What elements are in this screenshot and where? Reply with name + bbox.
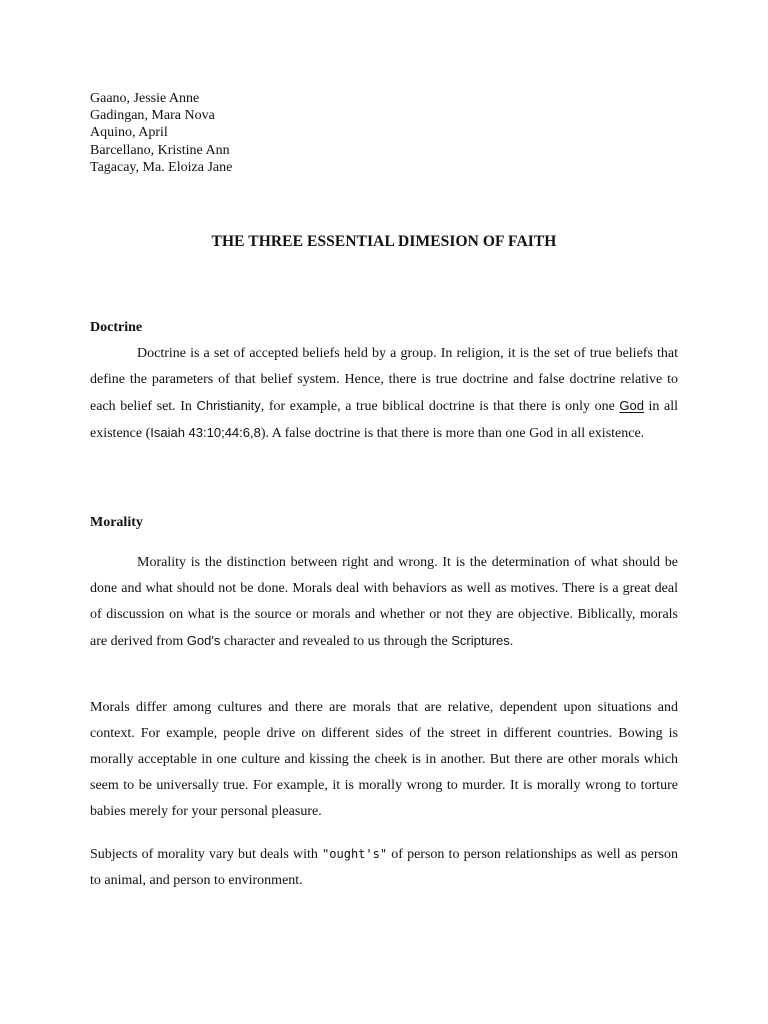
doctrine-text: ). A false doctrine is that there is more than one God in all existence. xyxy=(260,426,645,441)
doctrine-text: in all existence ( xyxy=(90,399,678,441)
morality-paragraph-subjects xyxy=(90,841,678,894)
isaiah-reference-link[interactable]: Isaiah 43:10;44:6,8 xyxy=(150,425,261,440)
morality-paragraph-cultures: Morals differ among cultures and there are morals that are relative, dependent upon situations and context. For example, people drive on different sides of the street in different countries. Bowing is morally acceptable in one culture and kissing the cheek is in another. But there are other morals which seem to be universally true. For example, it is morally wrong to murder. It is morally wrong to torture babies merely for your personal pleasure. xyxy=(90,700,678,819)
god-link[interactable]: God xyxy=(619,398,644,413)
doctrine-paragraph xyxy=(90,341,678,447)
morality-text: of person to person relationships as well as person to animal, and person to environment. xyxy=(90,847,678,888)
morality-text: character and revealed to us through the xyxy=(220,634,452,649)
author-name: Gaano, Jessie Anne xyxy=(90,91,200,106)
author-list xyxy=(90,90,232,176)
document-title: THE THREE ESSENTIAL DIMESION OF FAITH xyxy=(211,233,557,250)
morality-text: . xyxy=(509,634,514,649)
scriptures-link[interactable]: Scriptures xyxy=(451,633,510,648)
gods-link[interactable]: God's xyxy=(186,633,221,648)
christianity-link[interactable]: Christianity xyxy=(196,398,261,413)
author-name: Barcellano, Kristine Ann xyxy=(90,142,230,158)
author-name: Tagacay, Ma. Eloiza Jane xyxy=(90,159,233,175)
author-name: Aquino, April xyxy=(90,125,168,141)
oughts-quote: "ought's" xyxy=(322,847,388,861)
morality-text: Morality is the distinction between right and wrong. It is the determination of what should be done and what should not be done. Morals deal with behaviors as well as motives. There is a great deal of discussion on what is the source or morals and whether or not they are objective. Biblically, morals are derived from xyxy=(90,555,678,649)
morality-heading: Morality xyxy=(90,515,143,530)
doctrine-text: Doctrine is a set of accepted beliefs held by a group. In religion, it is the set of true beliefs that define the parameters of that belief system. Hence, there is true doctrine and false doctrine relative to each belief set. In xyxy=(90,346,678,414)
morality-paragraph xyxy=(90,550,678,655)
morality-text: Subjects of morality vary but deals with xyxy=(90,847,323,862)
author-name: Gadingan, Mara Nova xyxy=(90,108,215,124)
doctrine-heading: Doctrine xyxy=(90,320,143,335)
doctrine-text: , for example, a true biblical doctrine is that there is only one xyxy=(260,399,620,414)
